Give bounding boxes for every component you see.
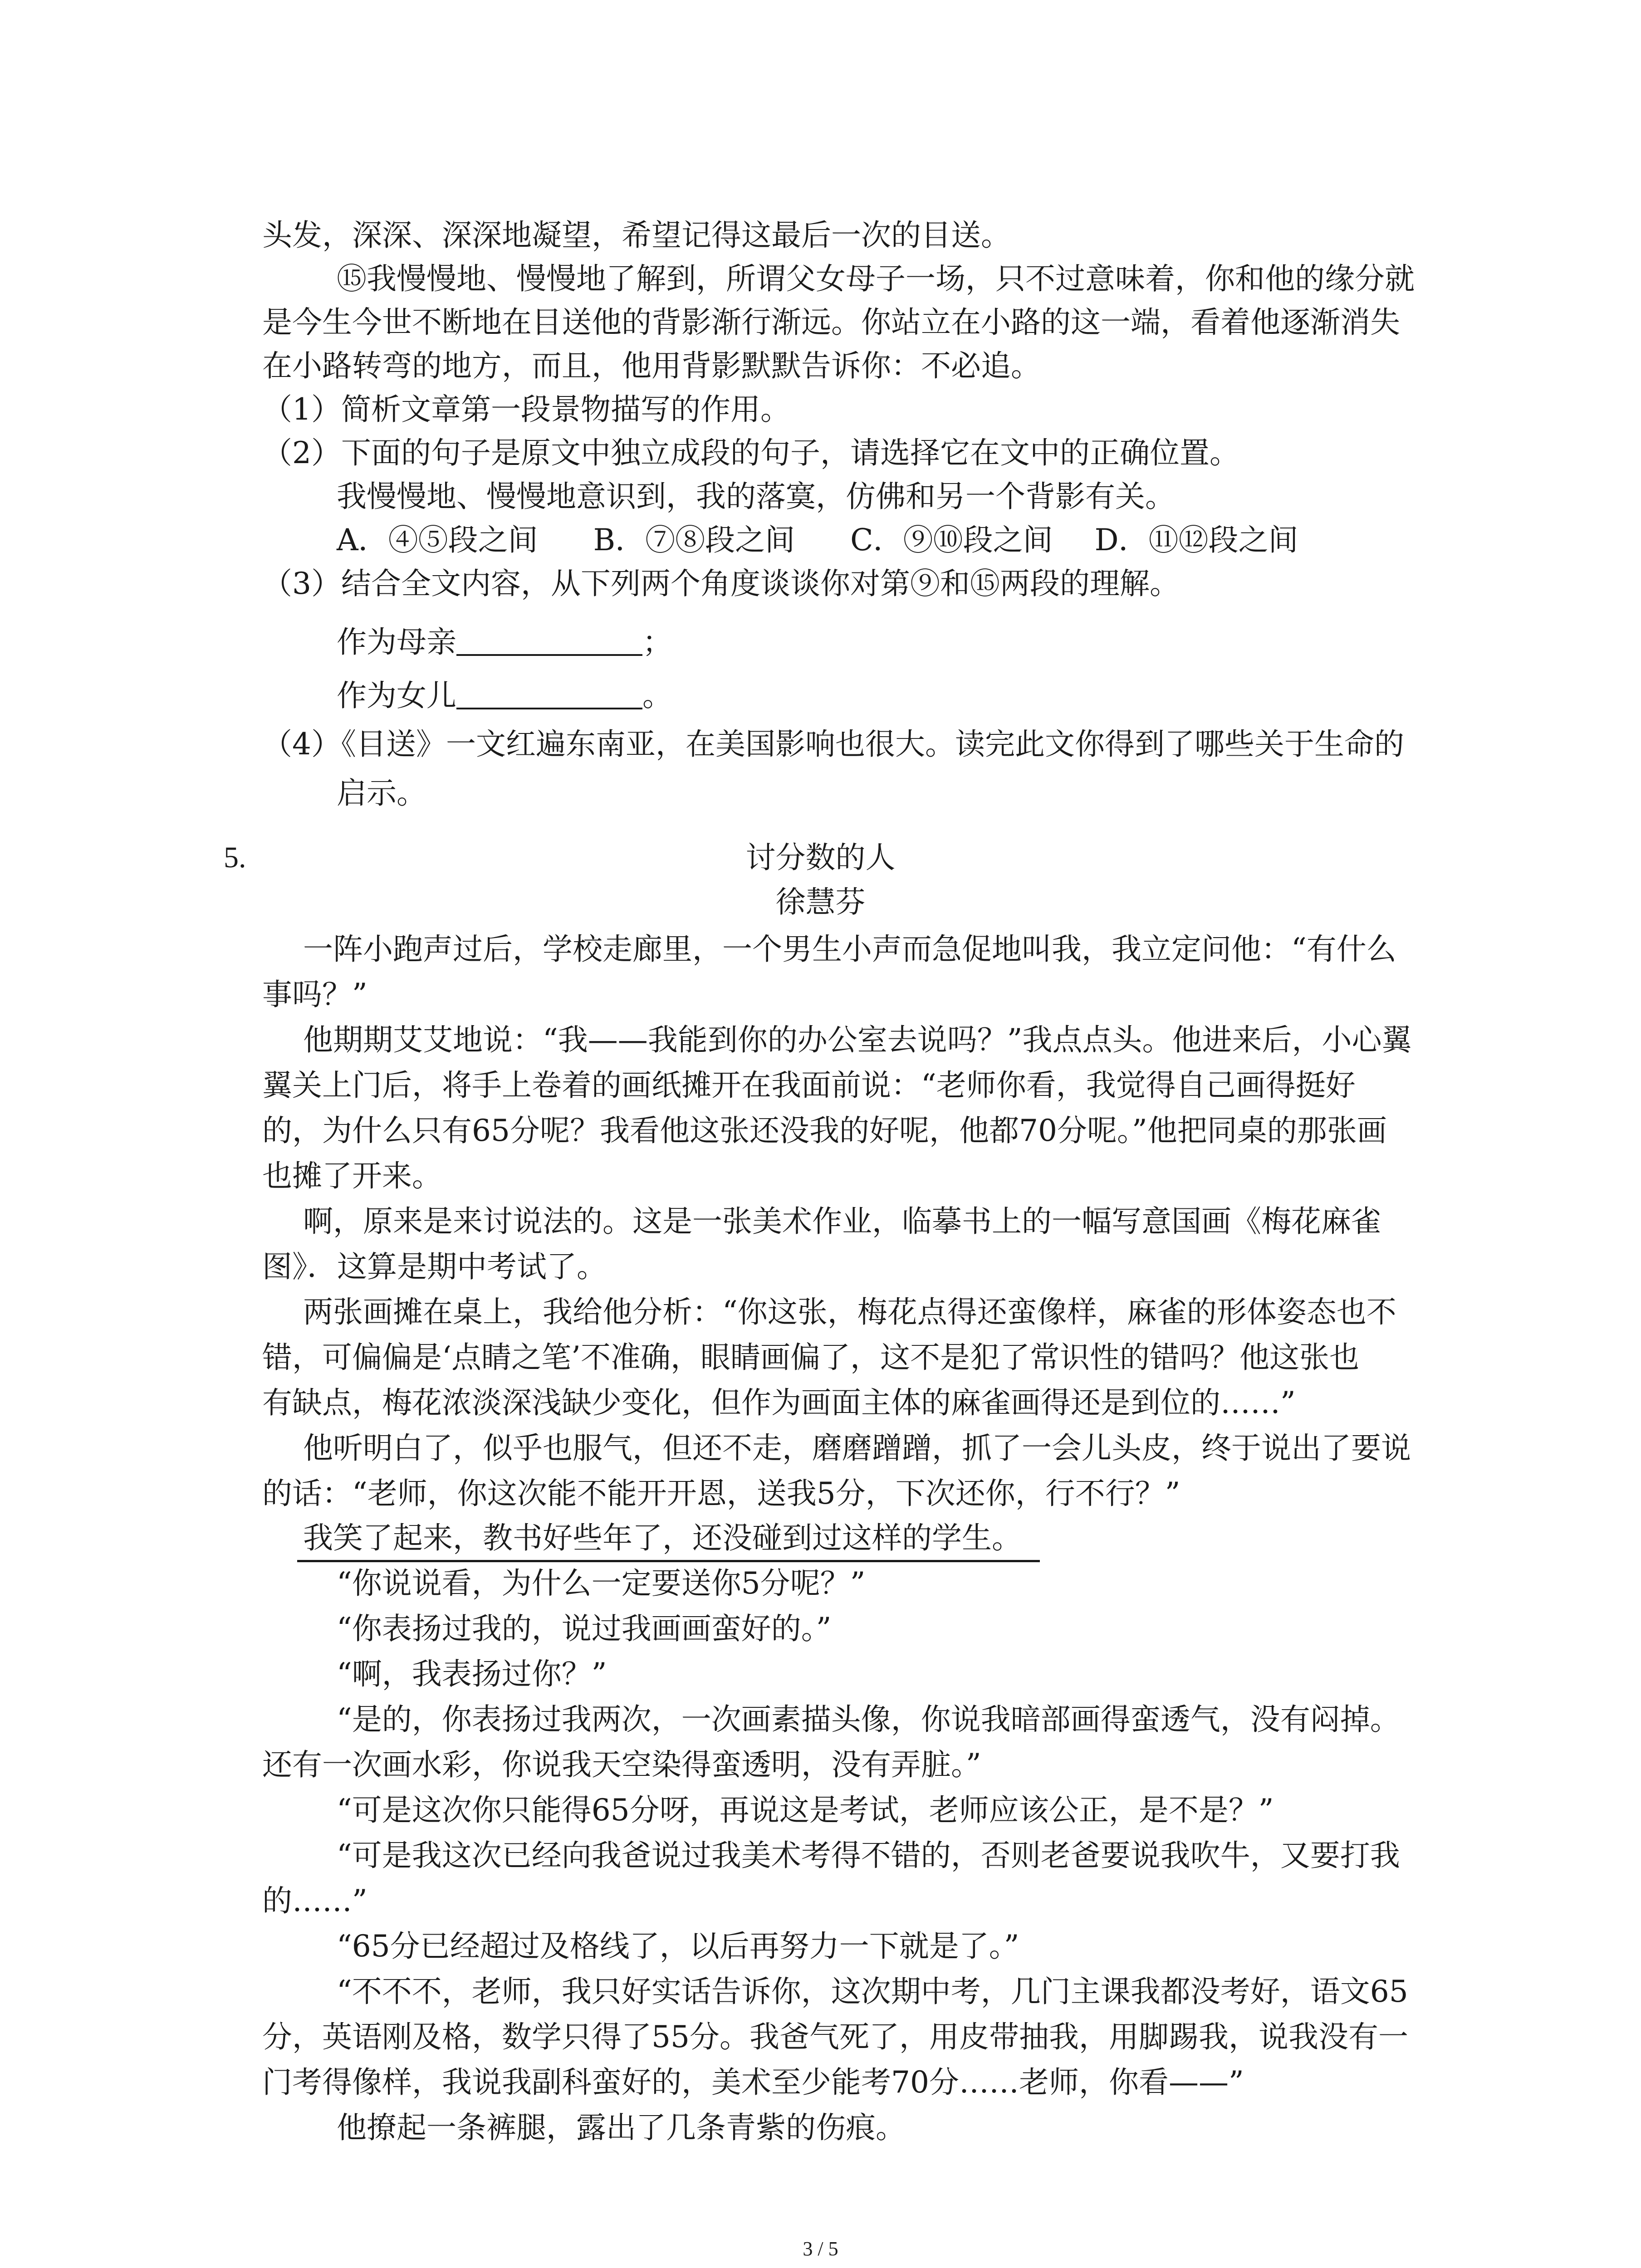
p5-line-21: “可是我这次已经向我爸说过我美术考得不错的，否则老爸要说我吹牛，又要打我 xyxy=(337,1838,1400,1873)
p5-line-16: “你表扬过我的，说过我画画蛮好的。” xyxy=(337,1611,832,1646)
question-4-line-1: （4）《目送》一文红遍东南亚，在美国影响也很大。读完此文你得到了哪些关于生命的 xyxy=(262,727,1404,762)
p5-line-9: 两张画摊在桌上，我给他分析：“你这张，梅花点得还蛮像样，麻雀的形体姿态也不 xyxy=(303,1295,1396,1330)
option-a: A．④⑤段之间 xyxy=(337,523,538,557)
option-b: B．⑦⑧段之间 xyxy=(593,523,795,557)
question-3: （3）结合全文内容，从下列两个角度谈谈你对第⑨和⑮两段的理解。 xyxy=(262,566,1180,601)
daughter-answer-blank[interactable] xyxy=(456,676,642,709)
page-number: 3 / 5 xyxy=(803,2238,838,2260)
option-d: D．⑪⑫段之间 xyxy=(1094,523,1298,557)
passage-author: 徐慧芬 xyxy=(775,885,866,919)
p5-line-19: 还有一次画水彩，你说我天空染得蛮透明，没有弄脏。” xyxy=(262,1747,981,1782)
option-c: C．⑨⑩段之间 xyxy=(850,523,1053,557)
p5-line-5: 的，为什么只有65分呢？我看他这张还没我的好呢，他都70分呢。”他把同桌的那张画 xyxy=(262,1113,1387,1148)
p5-line-4: 翼关上门后，将手上卷着的画纸摊开在我面前说：“老师你看，我觉得自己画得挺好 xyxy=(262,1068,1356,1103)
p5-line-22: 的……” xyxy=(262,1883,367,1918)
p5-line-13: 的话：“老师，你这次能不能开开恩，送我5分，下次还你，行不行？” xyxy=(262,1476,1181,1511)
question-1: （1）简析文章第一段景物描写的作用。 xyxy=(262,392,790,427)
question-2-options xyxy=(337,525,1298,555)
p5-line-1: 一阵小跑声过后，学校走廊里，一个男生小声而急促地叫我，我立定问他：“有什么 xyxy=(303,932,1396,967)
question-3-mother xyxy=(337,622,672,660)
p5-line-11: 有缺点，梅花浓淡深浅缺少变化，但作为画面主体的麻雀画得还是到位的……” xyxy=(262,1385,1296,1420)
p5-line-2: 事吗？” xyxy=(262,977,367,1012)
p5-line-15: “你说说看，为什么一定要送你5分呢？” xyxy=(337,1566,866,1601)
passage-title: 讨分数的人 xyxy=(745,840,896,875)
p5-line-20: “可是这次你只能得65分呀，再说这是考试，老师应该公正，是不是？” xyxy=(337,1793,1274,1828)
mother-answer-blank[interactable] xyxy=(456,622,642,656)
p5-line-17: “啊，我表扬过你？” xyxy=(337,1657,607,1691)
p5-line-25: 分，英语刚及格，数学只得了55分。我爸气死了，用皮带抽我，用脚踢我，说我没有一 xyxy=(262,2019,1408,2054)
question-2: （2）下面的句子是原文中独立成段的句子，请选择它在文中的正确位置。 xyxy=(262,435,1239,470)
passage-number: 5. xyxy=(224,841,246,874)
p5-line-23: “65分已经超过及格线了，以后再努力一下就是了。” xyxy=(337,1929,1019,1964)
question-3-daughter xyxy=(337,676,672,711)
daughter-label: 作为女儿 xyxy=(337,678,456,713)
p5-line-10: 错，可偏偏是‘点睛之笔’不准确，眼睛画偏了，这不是犯了常识性的错吗？他这张也 xyxy=(262,1340,1359,1375)
p5-underlined-sentence: 我笑了起来，教书好些年了，还没碰到过这样的学生。 xyxy=(297,1523,1040,1553)
paragraph-15-line-3: 在小路转弯的地方，而且，他用背影默默告诉你：不必追。 xyxy=(262,348,1041,383)
p5-line-6: 也摊了开来。 xyxy=(262,1158,442,1193)
p5-line-12: 他听明白了，似乎也服气，但还不走，磨磨蹭蹭，抓了一会儿头皮，终于说出了要说 xyxy=(303,1431,1411,1466)
question-4-line-2: 启示。 xyxy=(337,776,426,811)
question-2-sentence: 我慢慢地、慢慢地意识到，我的落寞，仿佛和另一个背影有关。 xyxy=(337,479,1175,514)
p5-line-7: 啊，原来是来讨说法的。这是一张美术作业，临摹书上的一幅写意国画《梅花麻雀 xyxy=(303,1204,1381,1239)
p5-line-18: “是的，你表扬过我两次，一次画素描头像，你说我暗部画得蛮透气，没有闷掉。 xyxy=(337,1702,1400,1737)
paragraph-14-end: 头发，深深、深深地凝望，希望记得这最后一次的目送。 xyxy=(262,218,1011,253)
mother-label: 作为母亲 xyxy=(337,625,456,660)
p5-line-24: “不不不，老师，我只好实话告诉你，这次期中考，几门主课我都没考好，语文65 xyxy=(337,1974,1408,2009)
paragraph-15-line-2: 是今生今世不断地在目送他的背影渐行渐远。你站立在小路的这一端，看着他逐渐消失 xyxy=(262,305,1400,340)
p5-line-3: 他期期艾艾地说：“我——我能到你的办公室去说吗？”我点点头。他进来后，小心翼 xyxy=(303,1022,1412,1057)
p5-line-8: 图》．这算是期中考试了。 xyxy=(262,1249,607,1284)
mother-end: ； xyxy=(642,625,672,660)
p5-line-27: 他撩起一条裤腿，露出了几条青紫的伤痕。 xyxy=(337,2110,906,2145)
daughter-end: 。 xyxy=(642,678,672,713)
paragraph-15-line-1: ⑮我慢慢地、慢慢地了解到，所谓父女母子一场，只不过意味着，你和他的缘分就 xyxy=(337,261,1415,296)
p5-line-26: 门考得像样，我说我副科蛮好的，美术至少能考70分……老师，你看——” xyxy=(262,2065,1244,2100)
